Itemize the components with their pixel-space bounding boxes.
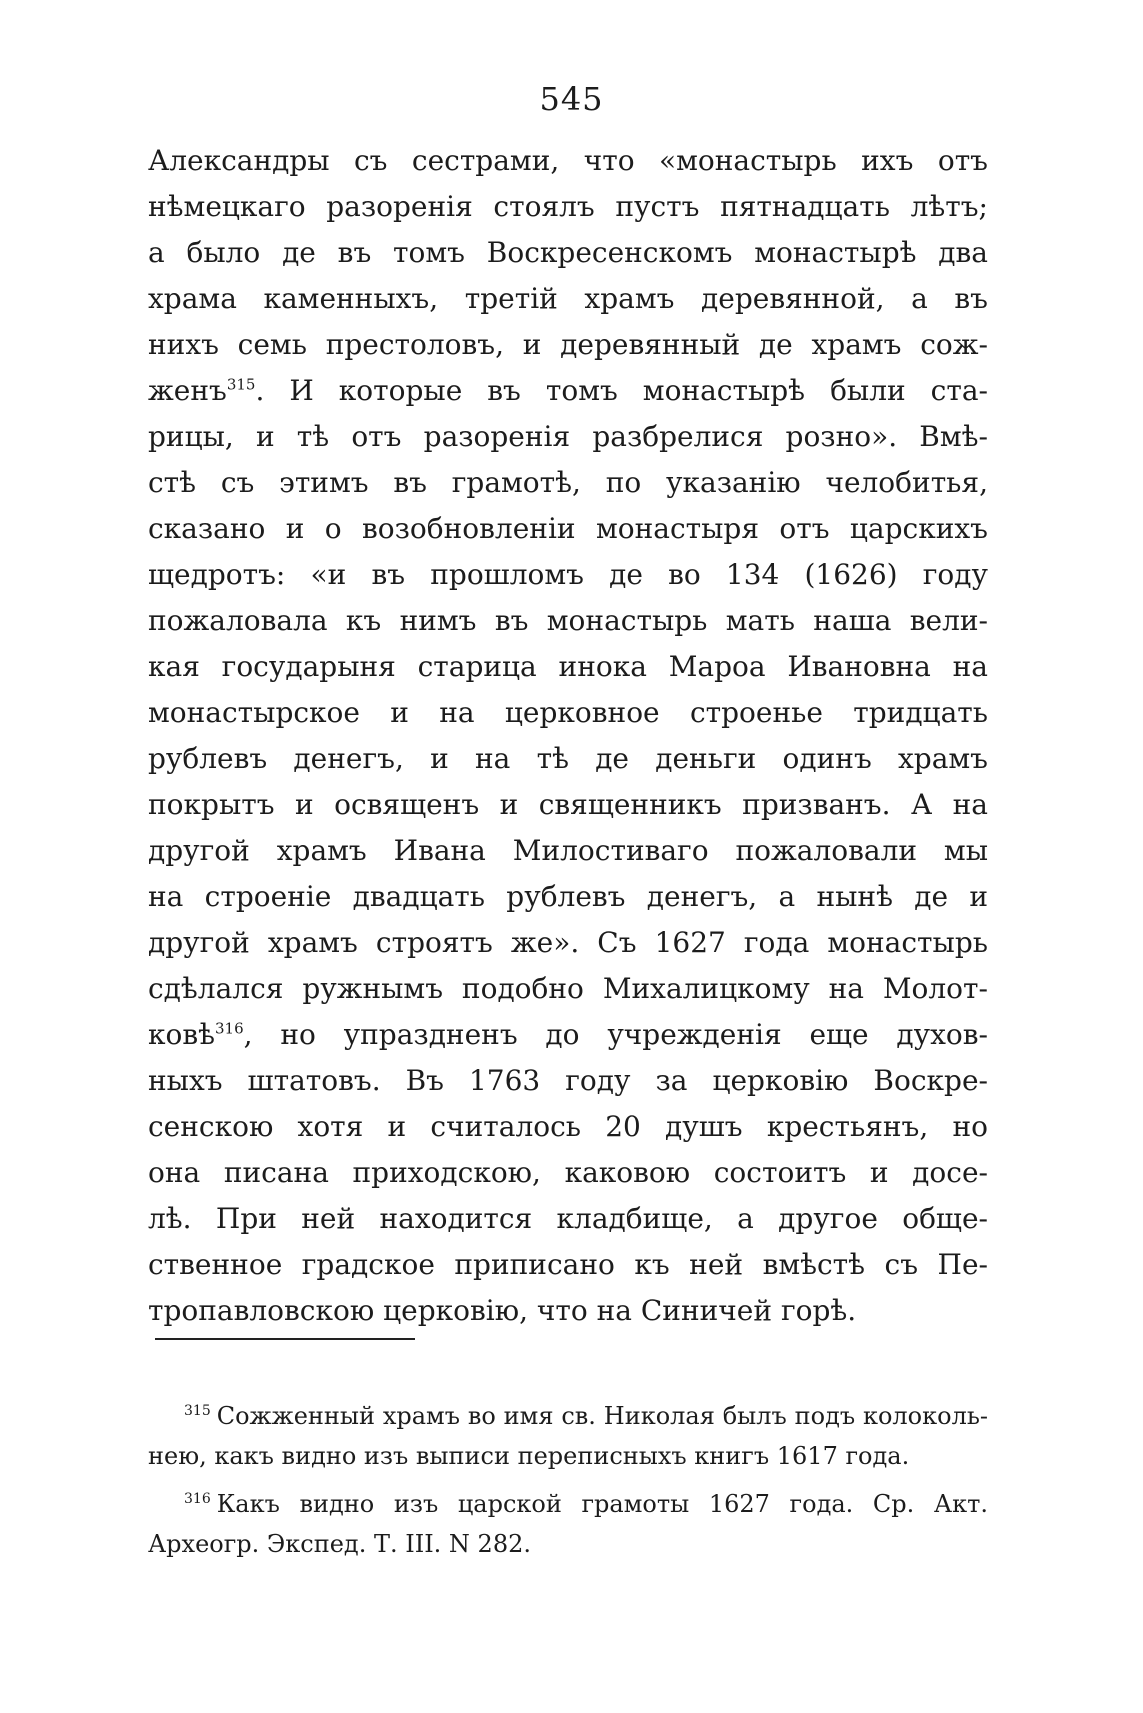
text-line: а было де въ томъ Воскресенскомъ монастырѣ два <box>148 236 988 269</box>
text-line: пожаловала къ нимъ въ монастырь мать наша вели- <box>148 604 988 637</box>
text-line: нѣмецкаго разоренія стоялъ пустъ пятнадцать лѣтъ; <box>148 190 988 223</box>
text-line: нихъ семь престоловъ, и деревянный де храмъ сож- <box>148 328 988 361</box>
text-line: храма каменныхъ, третій храмъ деревянной, а въ <box>148 282 988 315</box>
text-line: рицы, и тѣ отъ разоренія разбрелися розно». Вмѣ- <box>148 420 988 453</box>
footnote-line <box>148 1484 988 1524</box>
footnote-divider <box>155 1338 415 1340</box>
text-line: покрытъ и освященъ и священникъ призванъ. А на <box>148 788 988 821</box>
text-line: монастырское и на церковное строенье тридцать <box>148 696 988 729</box>
footnote-text: Сожженный храмъ во имя св. Николая былъ подъ колоколь- <box>216 1402 988 1430</box>
footnote-reference: 316 <box>215 1019 244 1038</box>
main-text <box>148 138 988 1334</box>
footnote-line: Археогр. Экспед. Т. III. N 282. <box>148 1530 531 1558</box>
text-line: другой храмъ Ивана Милостиваго пожаловали мы <box>148 834 988 867</box>
text-line <box>148 1012 988 1058</box>
text-line <box>148 368 988 414</box>
footnotes <box>148 1396 988 1564</box>
text-line: кая государыня старица инока Мароа Ивановна на <box>148 650 988 683</box>
text-line: стѣ съ этимъ въ грамотѣ, по указанію челобитья, <box>148 466 988 499</box>
text-line: щедротъ: «и въ прошломъ де во 134 (1626) году <box>148 558 988 591</box>
text-line: лѣ. При ней находится кладбище, а другое обще- <box>148 1202 988 1235</box>
text-line: сказано и о возобновленіи монастыря отъ царскихъ <box>148 512 988 545</box>
text-line: ныхъ штатовъ. Въ 1763 году за церковію Воскре- <box>148 1064 988 1097</box>
text-fragment: женъ <box>148 374 227 407</box>
text-fragment: ковѣ <box>148 1018 216 1051</box>
text-fragment: . И которые въ томъ монастырѣ были ста- <box>255 374 988 407</box>
footnote-line: нею, какъ видно изъ выписи переписныхъ книгъ 1617 года. <box>148 1442 910 1470</box>
footnote-text: Какъ видно изъ царской грамоты 1627 года. Ср. Акт. <box>216 1490 988 1518</box>
footnote-mark: 315 <box>184 1403 211 1419</box>
text-line: Александры съ сестрами, что «монастырь ихъ отъ <box>148 144 988 177</box>
text-line: другой храмъ строятъ же». Съ 1627 года монастырь <box>148 926 988 959</box>
footnote-line <box>148 1396 988 1436</box>
footnote-reference: 315 <box>226 375 256 394</box>
text-line: сдѣлался ружнымъ подобно Михалицкому на Молот- <box>148 972 988 1005</box>
page-number: 545 <box>539 80 604 118</box>
text-line: на строеніе двадцать рублевъ денегъ, а нынѣ де и <box>148 880 988 913</box>
text-line: ственное градское приписано къ ней вмѣстѣ съ Пе- <box>148 1248 988 1281</box>
text-line: тропавловскою церковію, что на Синичей горѣ. <box>148 1294 857 1327</box>
text-line: она писана приходскою, каковою состоитъ и досе- <box>148 1156 988 1189</box>
text-line: сенскою хотя и считалось 20 душъ крестьянъ, но <box>148 1110 988 1143</box>
footnote-mark: 316 <box>184 1491 211 1507</box>
text-fragment: , но упраздненъ до учрежденія еще духов- <box>243 1018 988 1051</box>
text-line: рублевъ денегъ, и на тѣ де деньги одинъ храмъ <box>148 742 988 775</box>
